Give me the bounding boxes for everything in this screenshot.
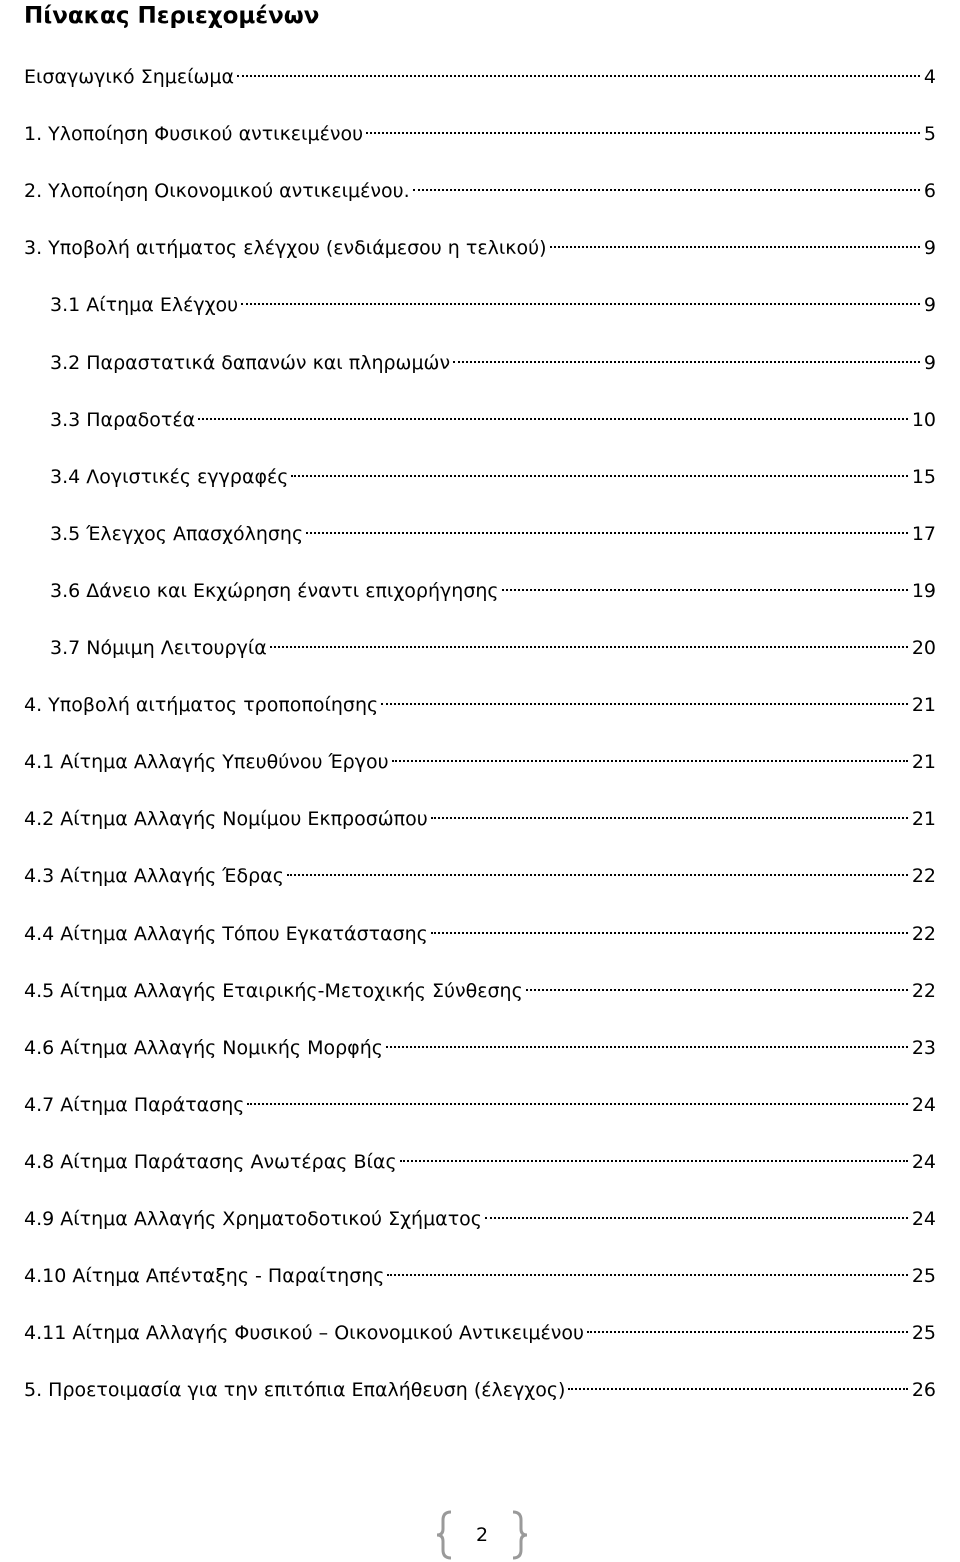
toc-entry-page: 22 <box>911 865 936 887</box>
toc-entry-label: 3.4 Λογιστικές εγγραφές <box>50 466 289 488</box>
toc-entry[interactable] <box>50 290 936 320</box>
toc-dot-leader <box>287 874 908 876</box>
toc-entry-label: 4.11 Αίτημα Αλλαγής Φυσικού – Οικονομικού Αντικειμένου <box>24 1322 584 1344</box>
toc-entry[interactable] <box>24 919 936 949</box>
toc-entry-page: 10 <box>911 409 936 431</box>
toc-entry[interactable] <box>24 62 936 92</box>
toc-entry-label: 4.7 Αίτημα Παράτασης <box>24 1094 245 1116</box>
toc-dot-leader <box>270 646 908 648</box>
toc-dot-leader <box>392 760 908 762</box>
toc-entry-page: 24 <box>911 1208 936 1230</box>
toc-entry-page: 25 <box>911 1322 936 1344</box>
toc-entry-page: 17 <box>911 523 936 545</box>
toc-entry[interactable] <box>24 233 936 263</box>
toc-entry-label: 3.1 Αίτημα Ελέγχου <box>50 294 239 316</box>
toc-dot-leader <box>198 418 908 420</box>
toc-entry-page: 21 <box>911 751 936 773</box>
toc-entry-page: 23 <box>911 1037 936 1059</box>
toc-entry-page: 21 <box>911 694 936 716</box>
toc-entry-page: 6 <box>923 180 936 202</box>
toc-entry-label: 4.3 Αίτημα Αλλαγής Έδρας <box>24 865 284 887</box>
toc-dot-leader <box>453 361 920 363</box>
toc-entry[interactable] <box>24 1204 936 1234</box>
toc-entry-page: 19 <box>911 580 936 602</box>
toc-entry[interactable] <box>50 519 936 549</box>
toc-entry-label: 4.6 Αίτημα Αλλαγής Νομικής Μορφής <box>24 1037 383 1059</box>
toc-dot-leader <box>306 532 908 534</box>
toc-entry-label: 3.5 Έλεγχος Απασχόλησης <box>50 523 304 545</box>
toc-dot-leader <box>241 303 920 305</box>
toc-dot-leader <box>502 589 908 591</box>
toc-entry-label: 4. Υποβολή αιτήματος τροποποίησης <box>24 694 379 716</box>
toc-dot-leader <box>526 989 908 991</box>
toc-entry[interactable] <box>24 1090 936 1120</box>
toc-entry-label: 2. Υλοποίηση Οικονομικού αντικειμένου. <box>24 180 410 202</box>
toc-entry[interactable] <box>24 1033 936 1063</box>
toc-entry-label: 1. Υλοποίηση Φυσικού αντικειμένου <box>24 123 364 145</box>
toc-dot-leader <box>387 1274 907 1276</box>
toc-entry[interactable] <box>24 861 936 891</box>
toc-entry-page: 9 <box>923 352 936 374</box>
toc-entry-label: 3. Υποβολή αιτήματος ελέγχου (ενδιάμεσου η τελικού) <box>24 237 547 259</box>
toc-dot-leader <box>550 246 920 248</box>
toc-entry[interactable] <box>24 690 936 720</box>
toc-entry-page: 15 <box>911 466 936 488</box>
toc-entry-page: 21 <box>911 808 936 830</box>
toc-entry[interactable] <box>24 1375 936 1405</box>
toc-entry-label: 4.5 Αίτημα Αλλαγής Εταιρικής-Μετοχικής Σύνθεσης <box>24 980 523 1002</box>
toc-dot-leader <box>400 1160 908 1162</box>
toc-entry[interactable] <box>24 1261 936 1291</box>
toc-entry-label: 3.7 Νόμιμη Λειτουργία <box>50 637 267 659</box>
toc-entry-page: 26 <box>911 1379 936 1401</box>
toc-entry-page: 24 <box>911 1094 936 1116</box>
toc-entry-page: 22 <box>911 923 936 945</box>
toc-title: Πίνακας Περιεχομένων <box>24 3 320 29</box>
toc-entry[interactable] <box>50 348 936 378</box>
toc-dot-leader <box>237 75 920 77</box>
toc-entry[interactable] <box>24 976 936 1006</box>
toc-entry[interactable] <box>24 1147 936 1177</box>
toc-dot-leader <box>366 132 920 134</box>
toc-entry-page: 5 <box>923 123 936 145</box>
toc-entry-page: 24 <box>911 1151 936 1173</box>
toc-entry-label: 4.2 Αίτημα Αλλαγής Νομίμου Εκπροσώπου <box>24 808 428 830</box>
toc-dot-leader <box>386 1046 908 1048</box>
toc-dot-leader <box>381 703 908 705</box>
toc-dot-leader <box>431 932 908 934</box>
toc-dot-leader <box>291 475 907 477</box>
toc-entry-page: 25 <box>911 1265 936 1287</box>
toc-entry-label: 3.2 Παραστατικά δαπανών και πληρωμών <box>50 352 451 374</box>
toc-entry-page: 9 <box>923 237 936 259</box>
toc-entry-page: 9 <box>923 294 936 316</box>
toc-entry[interactable] <box>24 119 936 149</box>
toc-dot-leader <box>485 1217 908 1219</box>
toc-dot-leader <box>568 1388 907 1390</box>
toc-entry-label: Εισαγωγικό Σημείωμα <box>24 66 235 88</box>
toc-entry-label: 4.8 Αίτημα Παράτασης Ανωτέρας Βίας <box>24 1151 397 1173</box>
toc-entry-page: 20 <box>911 637 936 659</box>
toc-entry-label: 3.6 Δάνειο και Εκχώρηση έναντι επιχορήγησης <box>50 580 499 602</box>
toc-entry[interactable] <box>50 576 936 606</box>
toc-entry-label: 3.3 Παραδοτέα <box>50 409 196 431</box>
page-number: 2 <box>475 1524 489 1546</box>
toc-entry[interactable] <box>24 176 936 206</box>
toc-entry[interactable] <box>24 804 936 834</box>
toc-dot-leader <box>247 1103 907 1105</box>
toc-entry-label: 4.1 Αίτημα Αλλαγής Υπευθύνου Έργου <box>24 751 389 773</box>
toc-entry[interactable] <box>24 747 936 777</box>
toc-entry-label: 5. Προετοιμασία για την επιτόπια Επαλήθευση (έλεγχος) <box>24 1379 566 1401</box>
toc-entry[interactable] <box>50 462 936 492</box>
toc-entry-label: 4.10 Αίτημα Απένταξης - Παραίτησης <box>24 1265 385 1287</box>
toc-entry-label: 4.4 Αίτημα Αλλαγής Τόπου Εγκατάστασης <box>24 923 428 945</box>
toc-entry-page: 22 <box>911 980 936 1002</box>
toc-entry[interactable] <box>50 405 936 435</box>
toc-dot-leader <box>413 189 920 191</box>
toc-dot-leader <box>431 817 908 819</box>
toc-entry-page: 4 <box>923 66 936 88</box>
toc-entry[interactable] <box>24 1318 936 1348</box>
toc-entry-label: 4.9 Αίτημα Αλλαγής Χρηματοδοτικού Σχήματος <box>24 1208 482 1230</box>
page-number-footer <box>437 1510 527 1560</box>
toc-entry[interactable] <box>50 633 936 663</box>
toc-dot-leader <box>587 1331 908 1333</box>
